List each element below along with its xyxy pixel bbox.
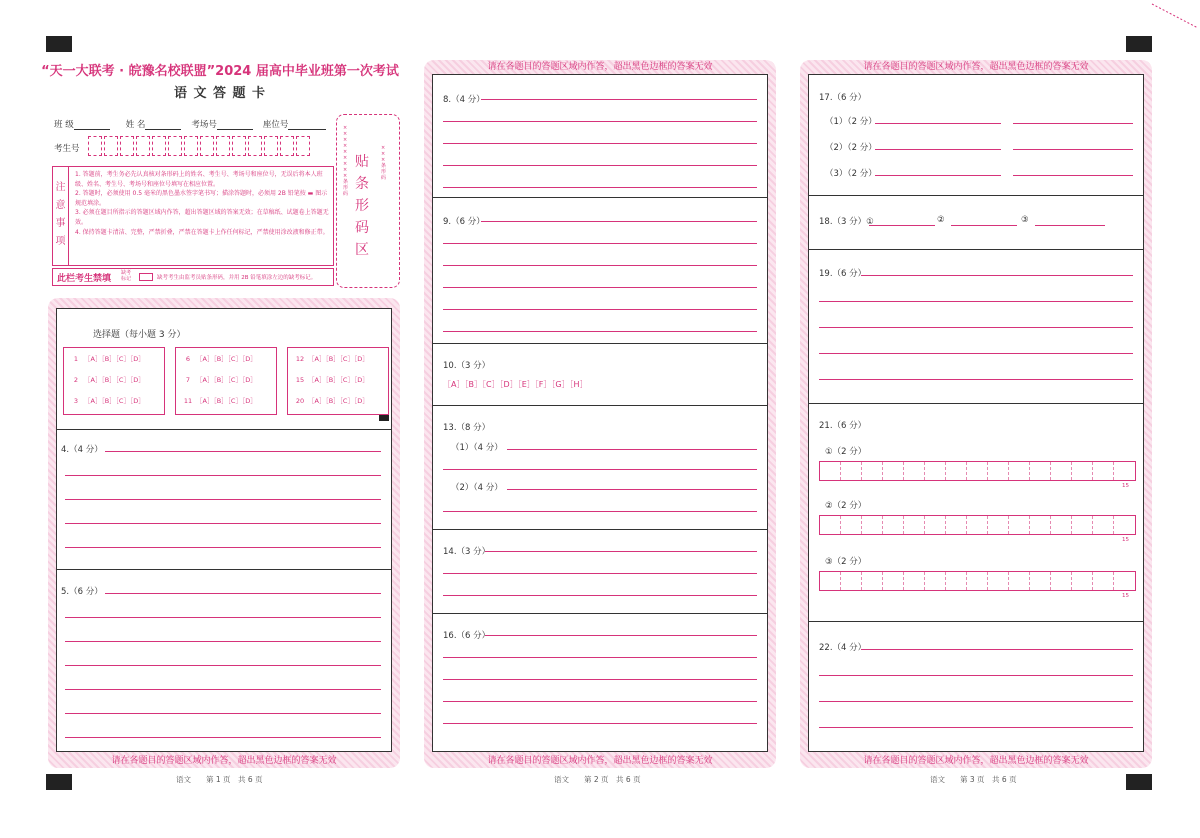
- forbidden-row: [52, 268, 334, 286]
- grid-cell[interactable]: [904, 462, 925, 480]
- panel-banner: 请在各题目的答题区域内作答，超出黑色边框的答案无效: [111, 756, 337, 766]
- q14-label: 14.（3 分）: [443, 547, 491, 557]
- answer-line[interactable]: [443, 511, 757, 512]
- answer-line[interactable]: [443, 309, 757, 310]
- answer-line[interactable]: [443, 701, 757, 702]
- q17-1-label: （1）（2 分）: [825, 117, 877, 127]
- choice-options[interactable]: ［A］［B］［C］［D］: [84, 376, 145, 384]
- choice-number: 1: [73, 355, 79, 363]
- id-digit-box[interactable]: [136, 136, 150, 156]
- q9-section: [433, 197, 767, 344]
- answer-line[interactable]: [819, 379, 1133, 380]
- q9-label: 9.（6 分）: [443, 217, 485, 227]
- grid-cell[interactable]: [841, 572, 862, 590]
- absent-label: 缺考标记: [121, 270, 132, 282]
- grid-cell[interactable]: [925, 462, 946, 480]
- q10-options[interactable]: ［A］［B］［C］［D］［E］［F］［G］［H］: [443, 380, 588, 389]
- q16-section: [433, 613, 767, 751]
- registration-mark: [1126, 36, 1152, 52]
- grid-cell[interactable]: [820, 572, 841, 590]
- answer-line[interactable]: [65, 665, 381, 666]
- id-digit-box[interactable]: [184, 136, 198, 156]
- grid-cell[interactable]: [1009, 516, 1030, 534]
- barcode-side-right: ××× 条形码: [381, 145, 387, 181]
- answer-line[interactable]: [105, 593, 381, 594]
- choice-mark: [379, 415, 389, 421]
- q13-1-label: （1）（4 分）: [451, 443, 503, 453]
- answer-line[interactable]: [819, 701, 1133, 702]
- choice-row[interactable]: [292, 354, 369, 363]
- panel-banner: 请在各题目的答题区域内作答，超出黑色边框的答案无效: [863, 62, 1089, 72]
- answer-line[interactable]: [951, 225, 1017, 226]
- q18-b-label: ②: [937, 215, 945, 225]
- choice-row[interactable]: [68, 354, 145, 363]
- grid-cell[interactable]: [820, 516, 841, 534]
- grid-cell[interactable]: [925, 572, 946, 590]
- grid-cell[interactable]: [1093, 516, 1114, 534]
- grid-count: 15: [1122, 483, 1129, 489]
- seat-label: 座位号: [262, 120, 289, 130]
- choice-row[interactable]: [180, 396, 257, 405]
- grid-cell[interactable]: [1072, 516, 1093, 534]
- grid-cell[interactable]: [1051, 462, 1072, 480]
- answer-line[interactable]: [507, 489, 757, 490]
- grid-cell[interactable]: [967, 572, 988, 590]
- panel-banner: 请在各题目的答题区域内作答，超出黑色边框的答案无效: [863, 756, 1089, 766]
- answer-line[interactable]: [819, 675, 1133, 676]
- choice-group: [175, 347, 277, 415]
- notice-item: 1. 答题前，考生务必先认真核对条形码上的姓名、考生号、考场号和座位号，无误后将本人班级、姓名、考生号、考场号和座位号填写在相应位置。: [75, 171, 323, 188]
- choice-number: 6: [185, 355, 191, 363]
- grid-cell[interactable]: [946, 462, 967, 480]
- notice-items: [75, 170, 329, 237]
- answer-line[interactable]: [65, 499, 381, 500]
- choice-number: 2: [73, 376, 79, 384]
- barcode-label-char: 区: [355, 242, 369, 258]
- name-label: 姓 名: [125, 120, 146, 130]
- answer-line[interactable]: [65, 547, 381, 548]
- room-field[interactable]: [217, 118, 253, 130]
- grid-cell[interactable]: [1051, 572, 1072, 590]
- choice-number: 11: [183, 397, 193, 405]
- id-digit-box[interactable]: [296, 136, 310, 156]
- answer-line[interactable]: [65, 713, 381, 714]
- grid-cell[interactable]: [1072, 572, 1093, 590]
- exam-title: “天一大联考 · 皖豫名校联盟”2024 届高中毕业班第一次考试: [41, 64, 399, 79]
- answer-line[interactable]: [443, 187, 757, 188]
- choice-section: [57, 309, 391, 430]
- choice-number: 7: [185, 376, 191, 384]
- registration-mark: [1126, 774, 1152, 790]
- id-digit-box[interactable]: [200, 136, 214, 156]
- grid-cell[interactable]: [967, 516, 988, 534]
- q21-section: [809, 403, 1143, 622]
- q17-section: [809, 75, 1143, 196]
- q10-section: [433, 343, 767, 406]
- answer-line[interactable]: [1013, 123, 1133, 124]
- choice-options[interactable]: ［A］［B］［C］［D］: [84, 355, 145, 363]
- q13-label: 13.（8 分）: [443, 423, 491, 433]
- room-label: 考场号: [191, 120, 217, 130]
- notice-box: [52, 166, 334, 266]
- corner-dotted-line: [1148, 0, 1200, 30]
- notice-item: 4. 保持答题卡清洁、完整，严禁折叠，严禁在答题卡上作任何标记，严禁使用涂改液和修正带。: [75, 228, 329, 236]
- grid-cell[interactable]: [841, 516, 862, 534]
- class-field[interactable]: [74, 118, 110, 130]
- answer-line[interactable]: [65, 475, 381, 476]
- choice-title: 选择题（每小题 3 分）: [93, 330, 186, 340]
- choice-options[interactable]: ［A］［B］［C］［D］: [196, 397, 257, 405]
- choice-options[interactable]: ［A］［B］［C］［D］: [308, 355, 369, 363]
- grid-cell[interactable]: [883, 572, 904, 590]
- writing-grid[interactable]: [819, 571, 1136, 591]
- grid-cell[interactable]: [862, 516, 883, 534]
- answer-line[interactable]: [65, 617, 381, 618]
- grid-cell[interactable]: [967, 462, 988, 480]
- q21-label: 21.（6 分）: [819, 421, 867, 431]
- grid-cell[interactable]: [1030, 516, 1051, 534]
- answer-line[interactable]: [443, 469, 757, 470]
- choice-options[interactable]: ［A］［B］［C］［D］: [196, 355, 257, 363]
- choice-row[interactable]: [292, 396, 369, 405]
- id-digit-box[interactable]: [88, 136, 102, 156]
- answer-line[interactable]: [65, 737, 381, 738]
- grid-cell[interactable]: [862, 462, 883, 480]
- q18-c-label: ③: [1021, 215, 1029, 225]
- answer-line[interactable]: [481, 99, 757, 100]
- barcode-label-char: 条: [355, 176, 369, 192]
- panel-banner: 请在各题目的答题区域内作答，超出黑色边框的答案无效: [487, 756, 713, 766]
- page-footer: 语文 第 3 页 共 6 页: [930, 775, 1017, 784]
- grid-cell[interactable]: [1030, 572, 1051, 590]
- answer-line[interactable]: [1013, 149, 1133, 150]
- answer-line[interactable]: [443, 657, 757, 658]
- q19-section: [809, 249, 1143, 404]
- q14-section: [433, 529, 767, 614]
- writing-grid[interactable]: [819, 515, 1136, 535]
- answer-line[interactable]: [443, 679, 757, 680]
- choice-group: [287, 347, 389, 415]
- q22-section: [809, 621, 1143, 751]
- grid-cell[interactable]: [988, 516, 1009, 534]
- grid-cell[interactable]: [988, 462, 1009, 480]
- answer-line[interactable]: [443, 121, 757, 122]
- panel-banner: 请在各题目的答题区域内作答，超出黑色边框的答案无效: [487, 62, 713, 72]
- id-digit-box[interactable]: [216, 136, 230, 156]
- q19-label: 19.（6 分）: [819, 269, 867, 279]
- answer-line[interactable]: [65, 689, 381, 690]
- registration-mark: [46, 36, 72, 52]
- q18-label: 18.（3 分）①: [819, 217, 874, 227]
- barcode-side-left: ××××××××× 条形码: [343, 125, 349, 197]
- answer-line[interactable]: [507, 449, 757, 450]
- q5-label: 5.（6 分）: [61, 587, 103, 597]
- id-digit-box[interactable]: [120, 136, 134, 156]
- answer-line[interactable]: [819, 353, 1133, 354]
- barcode-area: [336, 114, 400, 288]
- notice-title: [53, 167, 69, 265]
- grid-cell[interactable]: [1009, 462, 1030, 480]
- q21-3-label: ③（2 分）: [825, 557, 867, 567]
- answer-line[interactable]: [443, 595, 757, 596]
- answer-line[interactable]: [861, 275, 1133, 276]
- q17-3-label: （3）（2 分）: [825, 169, 877, 179]
- choice-number: 20: [295, 397, 305, 405]
- q18-section: [809, 195, 1143, 250]
- grid-cell[interactable]: [841, 462, 862, 480]
- answer-line[interactable]: [443, 265, 757, 266]
- notice-title-char: 注: [55, 182, 66, 193]
- answer-line[interactable]: [1035, 225, 1105, 226]
- answer-line[interactable]: [819, 327, 1133, 328]
- q21-2-label: ②（2 分）: [825, 501, 867, 511]
- answer-line[interactable]: [485, 551, 757, 552]
- q4-section: [57, 429, 391, 570]
- answer-panel-3: [800, 60, 1152, 768]
- student-info-row: [54, 118, 326, 130]
- choice-number: 12: [295, 355, 305, 363]
- answer-line[interactable]: [875, 149, 1001, 150]
- grid-count: 15: [1122, 593, 1129, 599]
- answer-line[interactable]: [875, 175, 1001, 176]
- answer-line[interactable]: [819, 301, 1133, 302]
- choice-row[interactable]: [180, 375, 257, 384]
- writing-grid[interactable]: [819, 461, 1136, 481]
- page-footer: 语文 第 2 页 共 6 页: [554, 775, 641, 784]
- answer-line[interactable]: [443, 287, 757, 288]
- choice-options[interactable]: ［A］［B］［C］［D］: [84, 397, 145, 405]
- q22-label: 22.（4 分）: [819, 643, 867, 653]
- id-digit-box[interactable]: [280, 136, 294, 156]
- absent-text: 缺考考生由监考员贴条形码，并用 2B 铅笔填涂左边的缺考标记。: [157, 275, 317, 281]
- q4-label: 4.（4 分）: [61, 445, 103, 455]
- choice-row[interactable]: [292, 375, 369, 384]
- name-field[interactable]: [145, 118, 181, 130]
- grid-cell[interactable]: [925, 516, 946, 534]
- answer-panel-1: [48, 298, 400, 768]
- answer-line[interactable]: [443, 723, 757, 724]
- absent-mark-box[interactable]: [139, 273, 153, 281]
- grid-cell[interactable]: [946, 572, 967, 590]
- registration-mark: [46, 774, 72, 790]
- answer-line[interactable]: [875, 123, 1001, 124]
- grid-cell[interactable]: [904, 572, 925, 590]
- grid-cell[interactable]: [1093, 462, 1114, 480]
- grid-cell[interactable]: [946, 516, 967, 534]
- barcode-label: [353, 151, 371, 261]
- grid-cell[interactable]: [820, 462, 841, 480]
- notice-title-char: 事: [55, 218, 66, 229]
- q5-section: [57, 569, 391, 749]
- grid-cell[interactable]: [1114, 516, 1135, 534]
- choice-number: 3: [73, 397, 79, 405]
- answer-line[interactable]: [869, 225, 935, 226]
- q13-2-label: （2）（4 分）: [451, 483, 503, 493]
- grid-cell[interactable]: [1093, 572, 1114, 590]
- id-digit-box[interactable]: [264, 136, 278, 156]
- grid-cell[interactable]: [1114, 572, 1135, 590]
- answer-line[interactable]: [819, 727, 1133, 728]
- choice-row[interactable]: [68, 375, 145, 384]
- class-label: 班 级: [54, 120, 74, 130]
- choice-number: 15: [295, 376, 305, 384]
- notice-title-char: 项: [55, 236, 66, 247]
- q16-label: 16.（6 分）: [443, 631, 491, 641]
- answer-line[interactable]: [1013, 175, 1133, 176]
- choice-row[interactable]: [180, 354, 257, 363]
- id-label: 考生号: [54, 144, 80, 154]
- answer-line[interactable]: [861, 649, 1133, 650]
- grid-cell[interactable]: [1072, 462, 1093, 480]
- barcode-label-char: 贴: [355, 154, 369, 170]
- answer-line[interactable]: [443, 331, 757, 332]
- barcode-label-char: 形: [355, 198, 369, 214]
- grid-cell[interactable]: [883, 516, 904, 534]
- answer-line[interactable]: [443, 165, 757, 166]
- id-digit-box[interactable]: [248, 136, 262, 156]
- grid-cell[interactable]: [883, 462, 904, 480]
- grid-cell[interactable]: [1030, 462, 1051, 480]
- q17-label: 17.（6 分）: [819, 93, 867, 103]
- grid-cell[interactable]: [862, 572, 883, 590]
- q8-section: [433, 75, 767, 198]
- answer-line[interactable]: [443, 243, 757, 244]
- card-subtitle: 语 文 答 题 卡: [173, 86, 267, 101]
- notice-title-char: 意: [55, 200, 66, 211]
- id-digit-box[interactable]: [104, 136, 118, 156]
- answer-line[interactable]: [485, 635, 757, 636]
- page-footer: 语文 第 1 页 共 6 页: [176, 775, 263, 784]
- answer-line[interactable]: [105, 451, 381, 452]
- forbidden-label: 此栏考生禁填: [57, 274, 112, 284]
- grid-cell[interactable]: [904, 516, 925, 534]
- seat-field[interactable]: [288, 118, 326, 130]
- q21-1-label: ①（2 分）: [825, 447, 867, 457]
- grid-count: 15: [1122, 537, 1129, 543]
- barcode-label-char: 码: [355, 220, 369, 236]
- grid-cell[interactable]: [988, 572, 1009, 590]
- grid-cell[interactable]: [1009, 572, 1030, 590]
- choice-options[interactable]: ［A］［B］［C］［D］: [308, 376, 369, 384]
- id-digit-box[interactable]: [168, 136, 182, 156]
- q10-label: 10.（3 分）: [443, 361, 491, 371]
- id-digit-box[interactable]: [232, 136, 246, 156]
- q8-label: 8.（4 分）: [443, 95, 485, 105]
- grid-cell[interactable]: [1114, 462, 1135, 480]
- grid-cell[interactable]: [1051, 516, 1072, 534]
- answer-line[interactable]: [443, 143, 757, 144]
- answer-line[interactable]: [65, 523, 381, 524]
- id-boxes: [88, 136, 310, 156]
- choice-options[interactable]: ［A］［B］［C］［D］: [308, 397, 369, 405]
- notice-item: 3. 必须在题目所指示的答题区域内作答，超出答题区域的答案无效；在草稿纸、试题卷上答题无效。: [75, 209, 329, 226]
- answer-panel-2: [424, 60, 776, 768]
- notice-item: 2. 答题时，必须使用 0.5 毫米的黑色墨水签字笔书写；描涂答题时，必须用 2B 铅笔按 ▬ 图示规范填涂。: [75, 190, 328, 207]
- answer-line[interactable]: [443, 573, 757, 574]
- choice-group: [63, 347, 165, 415]
- answer-line[interactable]: [481, 221, 757, 222]
- q13-section: [433, 405, 767, 530]
- answer-line[interactable]: [65, 641, 381, 642]
- choice-options[interactable]: ［A］［B］［C］［D］: [196, 376, 257, 384]
- choice-row[interactable]: [68, 396, 145, 405]
- id-digit-box[interactable]: [152, 136, 166, 156]
- q17-2-label: （2）（2 分）: [825, 143, 877, 153]
